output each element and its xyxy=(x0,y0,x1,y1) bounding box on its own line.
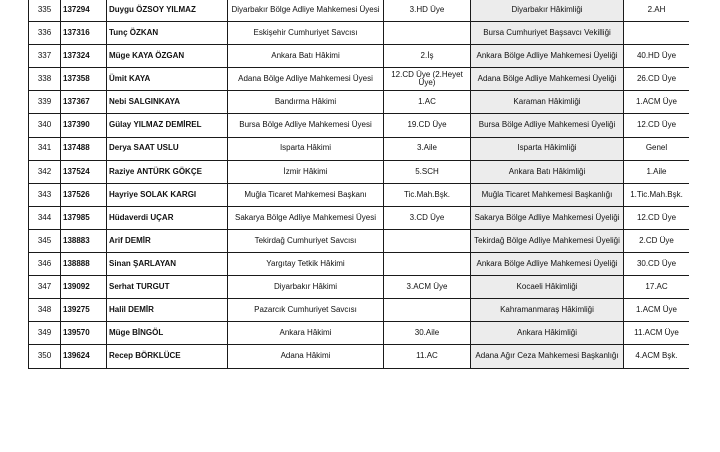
last-name: KAYA xyxy=(129,74,151,84)
last-name: DEMİR xyxy=(125,235,151,245)
first-name: Duygu xyxy=(109,4,134,14)
new-post: Ankara Batı Hâkimliği xyxy=(471,160,624,183)
row-number: 335 xyxy=(29,0,61,22)
last-name: SALGINKAYA xyxy=(128,97,180,107)
first-name: Tunç xyxy=(109,27,128,37)
registry-number: 139092 xyxy=(61,276,107,299)
first-name: Gülay xyxy=(109,120,132,130)
table-row xyxy=(29,345,690,368)
table-row xyxy=(29,22,690,45)
current-post: Diyarbakır Bölge Adliye Mahkemesi Üyesi xyxy=(228,0,384,22)
row-number: 346 xyxy=(29,253,61,276)
current-post-detail: 3.Aile xyxy=(384,137,471,160)
first-name: Hüdaverdi xyxy=(109,212,149,222)
first-name: Derya xyxy=(109,143,132,153)
person-name xyxy=(107,229,228,252)
last-name: ŞARLAYAN xyxy=(133,258,176,268)
row-number: 336 xyxy=(29,22,61,45)
registry-number: 137294 xyxy=(61,0,107,22)
new-post-detail xyxy=(624,22,690,45)
person-name xyxy=(107,322,228,345)
current-post: Eskişehir Cumhuriyet Savcısı xyxy=(228,22,384,45)
current-post-detail: 19.CD Üye xyxy=(384,114,471,137)
row-number: 347 xyxy=(29,276,61,299)
person-name xyxy=(107,206,228,229)
current-post-detail: 1.AC xyxy=(384,91,471,114)
table-row xyxy=(29,322,690,345)
registry-number: 137316 xyxy=(61,22,107,45)
person-name xyxy=(107,253,228,276)
registry-number: 137367 xyxy=(61,91,107,114)
current-post: Yargıtay Tetkik Hâkimi xyxy=(228,253,384,276)
new-post: Tekirdağ Bölge Adliye Mahkemesi Üyeliği xyxy=(471,229,624,252)
current-post: Adana Hâkimi xyxy=(228,345,384,368)
last-name: ÖZSOY YILMAZ xyxy=(136,4,196,14)
new-post-detail: Genel xyxy=(624,137,690,160)
new-post-detail: 1.ACM Üye xyxy=(624,299,690,322)
first-name: Serhat xyxy=(109,281,134,291)
first-name: Müge xyxy=(109,328,130,338)
current-post-detail: 5.SCH xyxy=(384,160,471,183)
current-post: Ankara Hâkimi xyxy=(228,322,384,345)
last-name: TURGUT xyxy=(136,281,170,291)
row-number: 339 xyxy=(29,91,61,114)
registry-number: 139570 xyxy=(61,322,107,345)
last-name: DEMİR xyxy=(128,305,154,315)
current-post: Ankara Batı Hâkimi xyxy=(228,45,384,68)
new-post: Bursa Cumhuriyet Başsavcı Vekilliği xyxy=(471,22,624,45)
person-name xyxy=(107,22,228,45)
new-post-detail: 12.CD Üye xyxy=(624,206,690,229)
row-number: 348 xyxy=(29,299,61,322)
table-row xyxy=(29,276,690,299)
current-post: Pazarcık Cumhuriyet Savcısı xyxy=(228,299,384,322)
table-row xyxy=(29,299,690,322)
person-name xyxy=(107,183,228,206)
new-post: Kocaeli Hâkimliği xyxy=(471,276,624,299)
row-number: 338 xyxy=(29,68,61,91)
current-post: İzmir Hâkimi xyxy=(228,160,384,183)
current-post: Diyarbakır Hâkimi xyxy=(228,276,384,299)
first-name: Nebi xyxy=(109,97,127,107)
registry-number: 137324 xyxy=(61,45,107,68)
registry-number: 137524 xyxy=(61,160,107,183)
first-name: Raziye xyxy=(109,166,135,176)
new-post: Sakarya Bölge Adliye Mahkemesi Üyeliği xyxy=(471,206,624,229)
first-name: Arif xyxy=(109,235,123,245)
current-post-detail: 30.Aile xyxy=(384,322,471,345)
registry-number: 138883 xyxy=(61,229,107,252)
row-number: 342 xyxy=(29,160,61,183)
current-post-detail: 3.ACM Üye xyxy=(384,276,471,299)
first-name: Sinan xyxy=(109,258,131,268)
first-name: Müge xyxy=(109,51,130,61)
new-post-detail: 2.AH xyxy=(624,0,690,22)
first-name: Hayriye xyxy=(109,189,138,199)
current-post: Adana Bölge Adliye Mahkemesi Üyesi xyxy=(228,68,384,91)
person-name xyxy=(107,45,228,68)
row-number: 350 xyxy=(29,345,61,368)
new-post-detail: 1.Aile xyxy=(624,160,690,183)
current-post: Tekirdağ Cumhuriyet Savcısı xyxy=(228,229,384,252)
table-row xyxy=(29,183,690,206)
table-row xyxy=(29,45,690,68)
table-row xyxy=(29,0,690,22)
last-name: YILMAZ DEMİREL xyxy=(133,120,202,130)
current-post: Bandırma Hâkimi xyxy=(228,91,384,114)
new-post-detail: 1.Tic.Mah.Bşk. xyxy=(624,183,690,206)
first-name: Recep xyxy=(109,351,134,361)
new-post: Adana Bölge Adliye Mahkemesi Üyeliği xyxy=(471,68,624,91)
registry-number: 137526 xyxy=(61,183,107,206)
table-body xyxy=(29,0,690,368)
table-row xyxy=(29,206,690,229)
current-post: Muğla Ticaret Mahkemesi Başkanı xyxy=(228,183,384,206)
registry-number: 138888 xyxy=(61,253,107,276)
first-name: Halil xyxy=(109,305,126,315)
registry-number: 137358 xyxy=(61,68,107,91)
current-post-detail xyxy=(384,22,471,45)
person-name xyxy=(107,137,228,160)
table-row xyxy=(29,114,690,137)
new-post-detail: 1.ACM Üye xyxy=(624,91,690,114)
registry-number: 139275 xyxy=(61,299,107,322)
registry-number: 137488 xyxy=(61,137,107,160)
new-post: Diyarbakır Hâkimliği xyxy=(471,0,624,22)
new-post-detail: 40.HD Üye xyxy=(624,45,690,68)
person-name xyxy=(107,276,228,299)
table-row xyxy=(29,160,690,183)
registry-number: 137390 xyxy=(61,114,107,137)
table-row xyxy=(29,68,690,91)
person-name xyxy=(107,68,228,91)
table-row xyxy=(29,137,690,160)
page-margin xyxy=(689,0,720,452)
last-name: ANTÜRK GÖKÇE xyxy=(136,166,202,176)
first-name: Ümit xyxy=(109,74,127,84)
person-name xyxy=(107,114,228,137)
person-name xyxy=(107,0,228,22)
registry-number: 137985 xyxy=(61,206,107,229)
last-name: KAYA ÖZGAN xyxy=(132,51,185,61)
new-post-detail: 17.AC xyxy=(624,276,690,299)
row-number: 343 xyxy=(29,183,61,206)
current-post: Sakarya Bölge Adliye Mahkemesi Üyesi xyxy=(228,206,384,229)
person-name xyxy=(107,91,228,114)
new-post: Ankara Hâkimliği xyxy=(471,322,624,345)
new-post-detail: 26.CD Üye xyxy=(624,68,690,91)
current-post-detail xyxy=(384,253,471,276)
last-name: UÇAR xyxy=(150,212,174,222)
row-number: 340 xyxy=(29,114,61,137)
table-row xyxy=(29,253,690,276)
row-number: 344 xyxy=(29,206,61,229)
row-number: 337 xyxy=(29,45,61,68)
current-post-detail: Tic.Mah.Bşk. xyxy=(384,183,471,206)
current-post-detail: 3.CD Üye xyxy=(384,206,471,229)
current-post-detail: 2.İş xyxy=(384,45,471,68)
current-post: Isparta Hâkimi xyxy=(228,137,384,160)
appointment-table xyxy=(28,0,690,369)
current-post-detail xyxy=(384,229,471,252)
current-post-detail xyxy=(384,299,471,322)
last-name: SAAT USLU xyxy=(133,143,179,153)
new-post-detail: 4.ACM Bşk. xyxy=(624,345,690,368)
new-post-detail: 12.CD Üye xyxy=(624,114,690,137)
row-number: 349 xyxy=(29,322,61,345)
current-post: Bursa Bölge Adliye Mahkemesi Üyesi xyxy=(228,114,384,137)
new-post: Karaman Hâkimliği xyxy=(471,91,624,114)
person-name xyxy=(107,345,228,368)
new-post: Adana Ağır Ceza Mahkemesi Başkanlığı xyxy=(471,345,624,368)
row-number: 345 xyxy=(29,229,61,252)
new-post: Muğla Ticaret Mahkemesi Başkanlığı xyxy=(471,183,624,206)
current-post-detail: 11.AC xyxy=(384,345,471,368)
new-post-detail: 30.CD Üye xyxy=(624,253,690,276)
current-post-detail: 12.CD Üye (2.Heyet Üye) xyxy=(384,68,471,91)
row-number: 341 xyxy=(29,137,61,160)
last-name: BÖRKLÜCE xyxy=(135,351,181,361)
new-post-detail: 2.CD Üye xyxy=(624,229,690,252)
last-name: ÖZKAN xyxy=(129,27,159,37)
last-name: SOLAK KARGI xyxy=(140,189,197,199)
new-post: Bursa Bölge Adliye Mahkemesi Üyeliği xyxy=(471,114,624,137)
person-name xyxy=(107,160,228,183)
new-post: Isparta Hâkimliği xyxy=(471,137,624,160)
new-post: Ankara Bölge Adliye Mahkemesi Üyeliği xyxy=(471,45,624,68)
table-row xyxy=(29,229,690,252)
new-post-detail: 11.ACM Üye xyxy=(624,322,690,345)
person-name xyxy=(107,299,228,322)
last-name: BİNGÖL xyxy=(132,328,164,338)
registry-number: 139624 xyxy=(61,345,107,368)
table-row xyxy=(29,91,690,114)
new-post: Ankara Bölge Adliye Mahkemesi Üyeliği xyxy=(471,253,624,276)
new-post: Kahramanmaraş Hâkimliği xyxy=(471,299,624,322)
current-post-detail: 3.HD Üye xyxy=(384,0,471,22)
